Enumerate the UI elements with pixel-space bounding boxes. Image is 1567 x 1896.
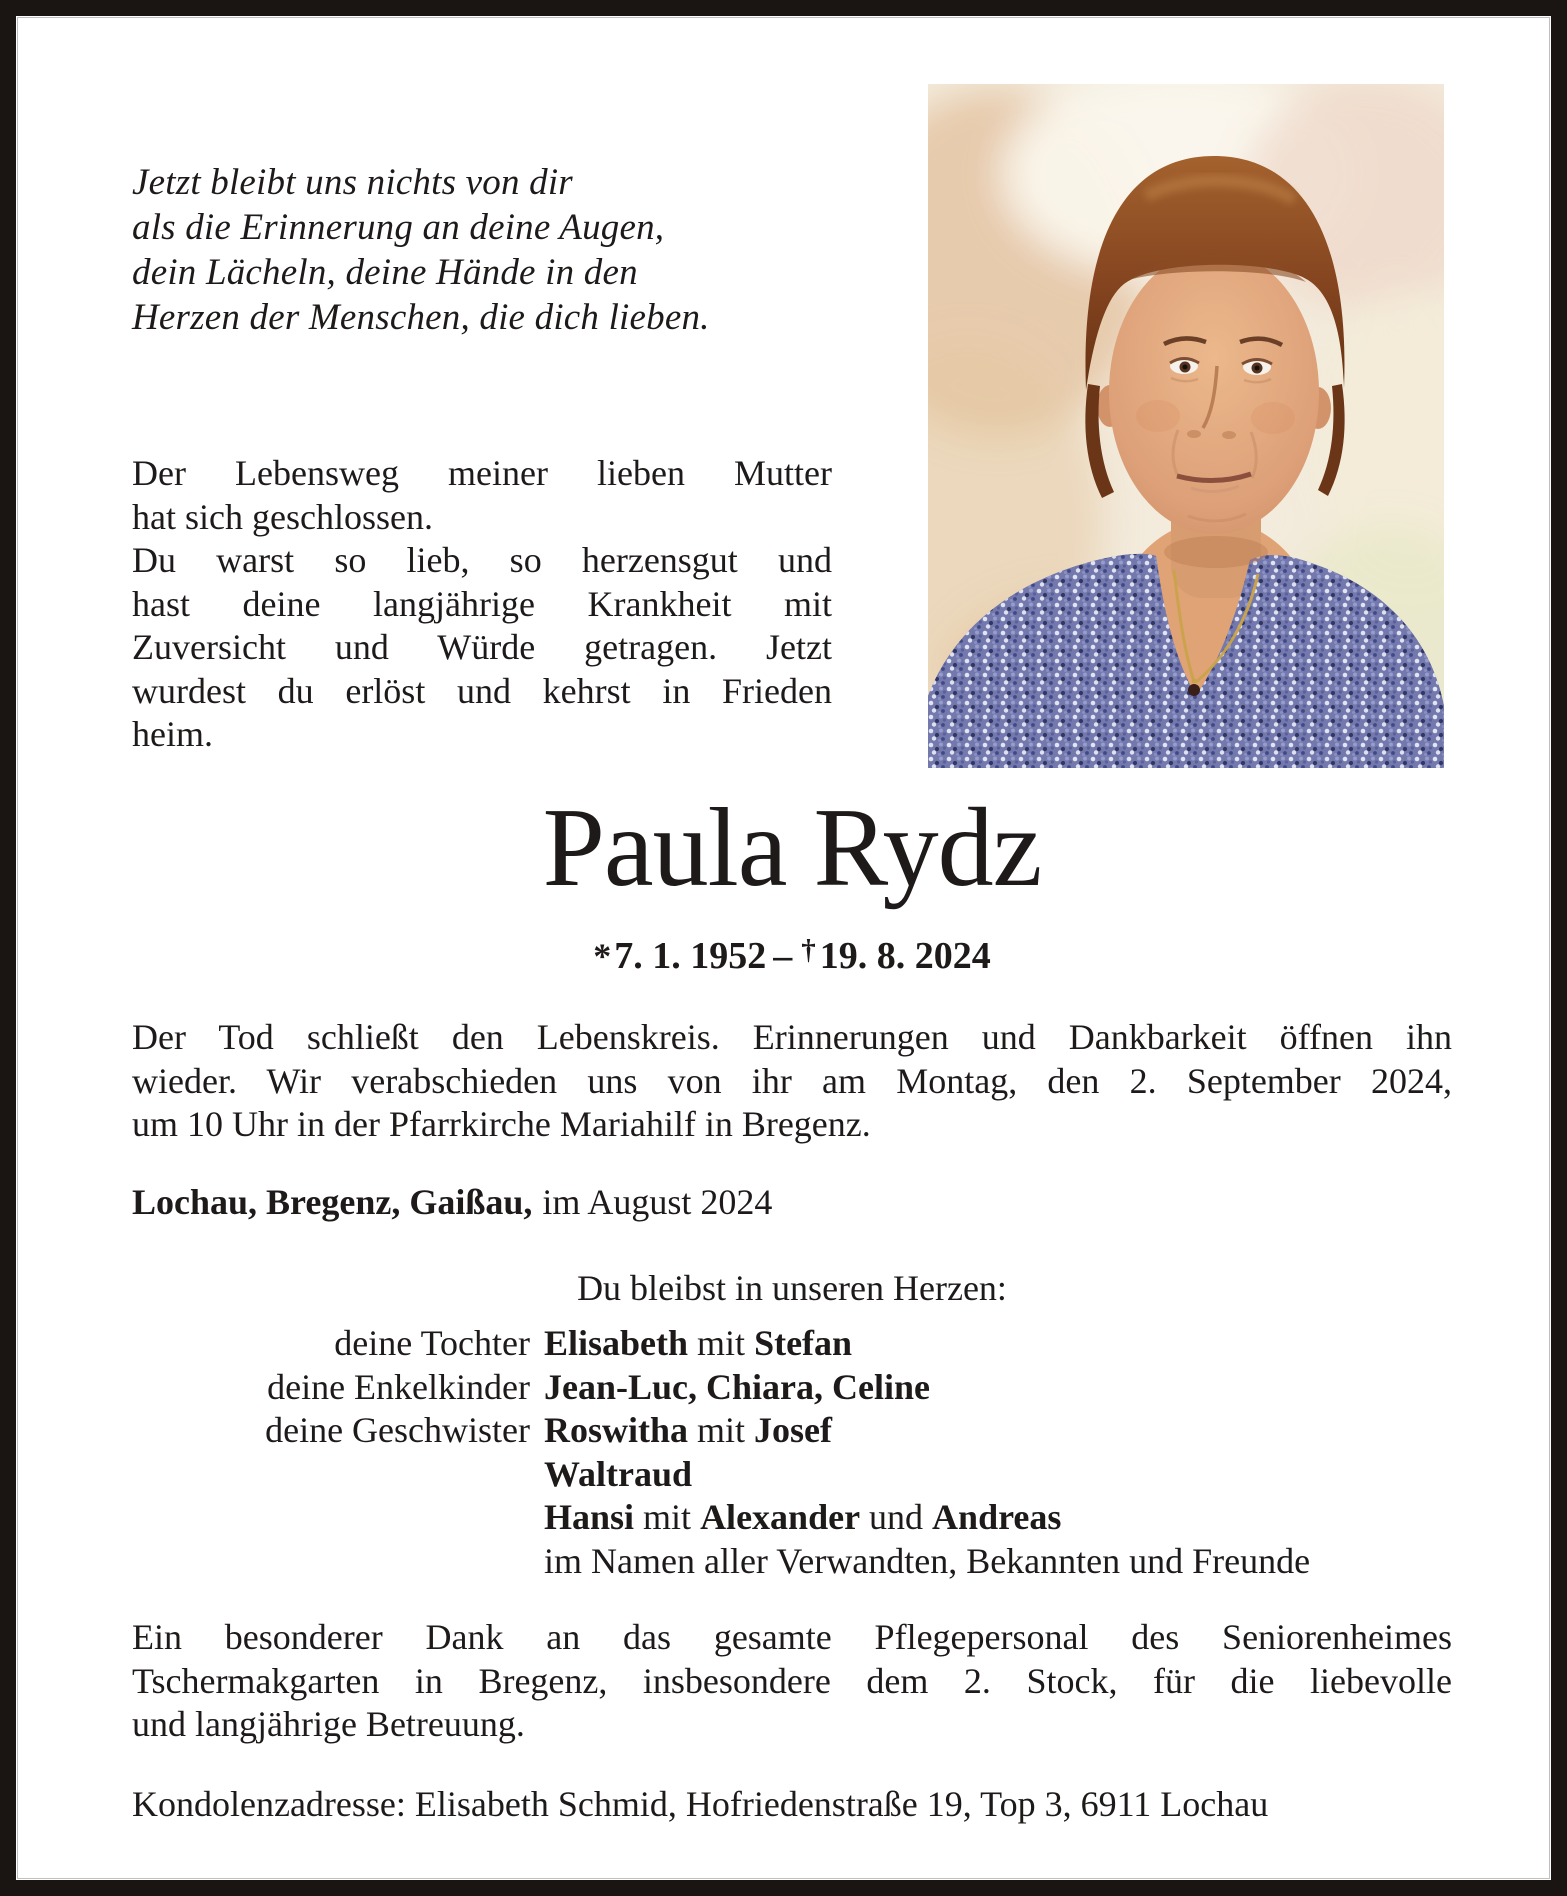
thanks-line: Ein besonderer Dank an das gesamte Pflegepersonal des Seniorenheimes: [132, 1617, 1452, 1657]
birth-symbol: *: [593, 936, 612, 976]
mourner-relation: deine Enkelkinder: [267, 1366, 530, 1407]
death-symbol: †: [801, 934, 816, 966]
intro-line: hast deine langjährige Krankheit mit: [132, 583, 832, 624]
mourner-relation: deine Geschwister: [265, 1410, 530, 1450]
mourner-names: Hansi mit Alexander und Andreas: [544, 1497, 1062, 1537]
dateline-places: Lochau, Bregenz, Gaißau,: [132, 1182, 533, 1222]
page-border-keyline: [17, 17, 1550, 1879]
verse-line: Jetzt bleibt uns nichts von dir: [132, 162, 573, 203]
mourner-names: Elisabeth mit Stefan: [544, 1323, 853, 1363]
dateline-date: im August 2024: [542, 1182, 773, 1222]
mourner-names: Roswitha mit Josef: [544, 1410, 833, 1450]
dates-separator: –: [773, 935, 793, 977]
intro-line: Der Lebensweg meiner lieben Mutter: [132, 453, 832, 493]
mourner-names: Waltraud: [544, 1453, 693, 1494]
announcement-line: wieder. Wir verabschieden uns von ihr am Montag, den 2. September 2024,: [132, 1060, 1452, 1101]
intro-line: wurdest du erlöst und kehrst in Frieden: [132, 670, 832, 711]
announcement-line: Der Tod schließt den Lebenskreis. Erinnerungen und Dankbarkeit öffnen ihn: [132, 1017, 1452, 1057]
mourner-relation: deine Tochter: [334, 1323, 530, 1363]
mourner-names: im Namen aller Verwandten, Bekannten und Freunde: [544, 1540, 1311, 1581]
death-date: 19. 8. 2024: [819, 935, 991, 977]
announcement-line: um 10 Uhr in der Pfarrkirche Mariahilf in Bregenz.: [132, 1104, 871, 1144]
mourner-names: Jean-Luc, Chiara, Celine: [544, 1366, 930, 1407]
deceased-name: Paula Rydz: [542, 786, 1042, 910]
thanks-line: Tschermakgarten in Bregenz, insbesondere dem 2. Stock, für die liebevolle: [132, 1660, 1452, 1701]
thanks-line: und langjährige Betreuung.: [132, 1704, 525, 1744]
intro-line: Zuversicht und Würde getragen. Jetzt: [132, 627, 832, 667]
verse-line: als die Erinnerung an deine Augen,: [132, 207, 665, 248]
condolence-address: Kondolenzadresse: Elisabeth Schmid, Hofriedenstraße 19, Top 3, 6911 Lochau: [132, 1784, 1269, 1824]
birth-date: 7. 1. 1952: [614, 935, 767, 977]
intro-line: hat sich geschlossen.: [132, 496, 433, 537]
verse-line: dein Lächeln, deine Hände in den: [132, 252, 638, 293]
verse-line: Herzen der Menschen, die dich lieben.: [132, 297, 710, 338]
intro-line: Du warst so lieb, so herzensgut und: [132, 540, 832, 580]
farewell-heading: Du bleibst in unseren Herzen:: [577, 1268, 1007, 1308]
intro-line: heim.: [132, 714, 213, 754]
